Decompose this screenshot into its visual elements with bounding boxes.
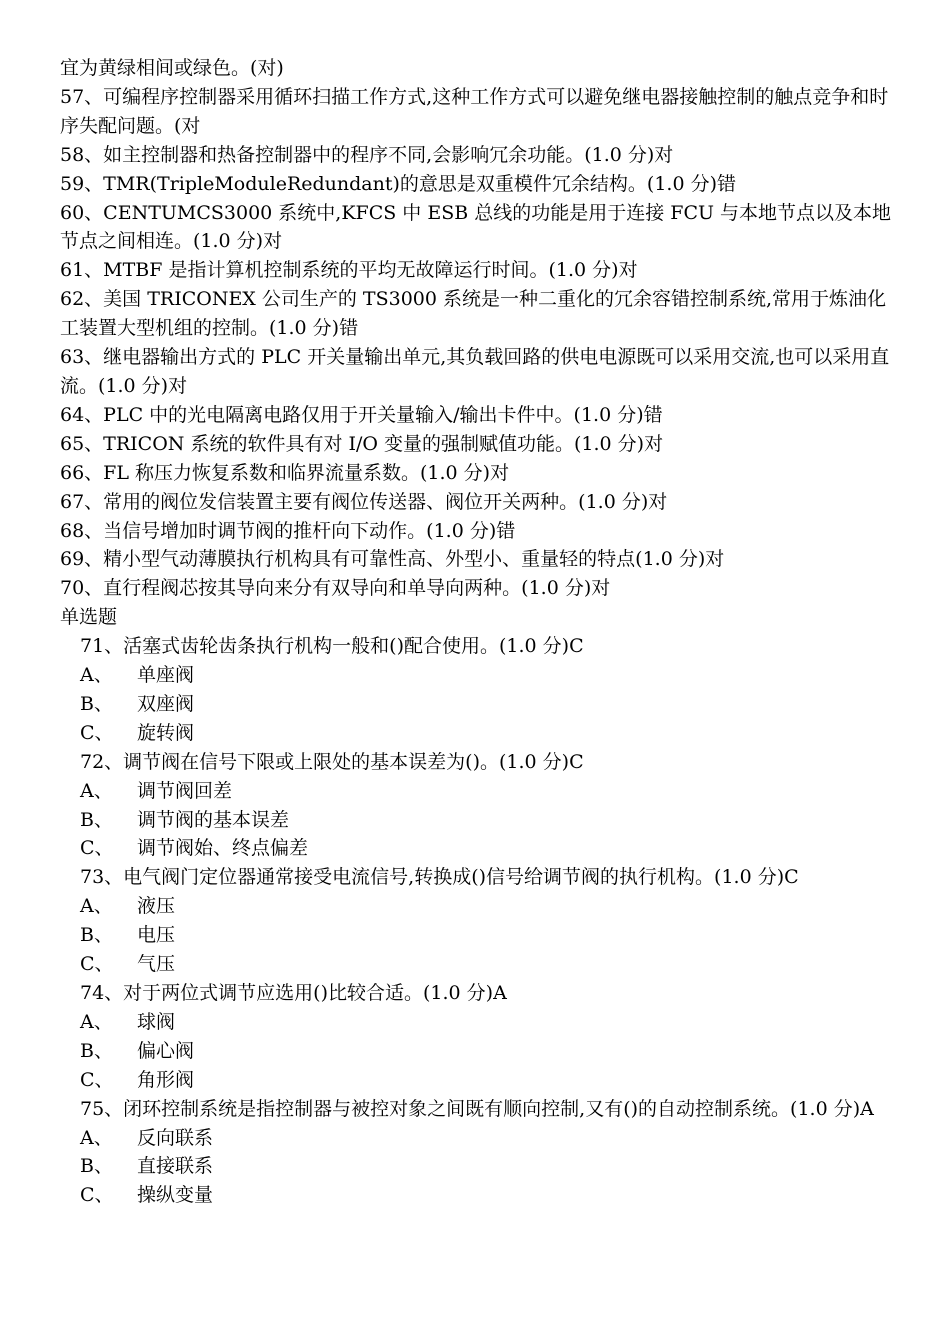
question-block (60, 632, 898, 748)
tf-item-57: 57、可编程序控制器采用循环扫描工作方式,这种工作方式可以避免继电器接触控制的触点竞争和时序失配问题。(对 (60, 85, 889, 137)
option-text: 反向联系 (137, 1126, 214, 1149)
tf-item-62: 62、美国 TRICONEX 公司生产的 TS3000 系统是一种二重化的冗余容错控制系统,常用于炼油化工装置大型机组的控制。(1.0 分)错 (60, 288, 887, 340)
tf-item-69: 69、精小型气动薄膜执行机构具有可靠性高、外型小、重量轻的特点(1.0 分)对 (60, 548, 725, 571)
single-choice-list (60, 632, 898, 1210)
option-text: 电压 (137, 924, 176, 947)
tf-item-61: 61、MTBF 是指计算机控制系统的平均无故障运行时间。(1.0 分)对 (60, 259, 638, 282)
option-b (60, 1037, 898, 1066)
option-text: 偏心阀 (137, 1039, 195, 1062)
option-text: 调节阀始、终点偏差 (137, 837, 309, 860)
option-c (60, 834, 898, 863)
question-text: 72、调节阀在信号下限或上限处的基本误差为()。(1.0 分)C (80, 750, 584, 773)
option-key: C、 (80, 721, 114, 744)
option-b (60, 690, 898, 719)
option-key: A、 (80, 1010, 113, 1033)
option-key: C、 (80, 1068, 114, 1091)
option-a (60, 661, 898, 690)
option-text: 直接联系 (137, 1155, 214, 1178)
option-key: B、 (80, 924, 113, 947)
option-key: B、 (80, 1155, 113, 1178)
option-c (60, 950, 898, 979)
option-b (60, 1152, 898, 1181)
option-text: 旋转阀 (137, 721, 195, 744)
tf-item-64: 64、PLC 中的光电隔离电路仅用于开关量输入/输出卡件中。(1.0 分)错 (60, 403, 663, 426)
option-c (60, 719, 898, 748)
question-text: 75、闭环控制系统是指控制器与被控对象之间既有顺向控制,又有()的自动控制系统。(1.0 分)A (80, 1097, 874, 1120)
option-text: 调节阀回差 (137, 779, 233, 802)
option-key: A、 (80, 664, 113, 687)
option-text: 调节阀的基本误差 (137, 808, 290, 831)
option-key: C、 (80, 837, 114, 860)
question-text: 73、电气阀门定位器通常接受电流信号,转换成()信号给调节阀的执行机构。(1.0 分)C (80, 866, 799, 889)
true-false-list (60, 54, 898, 603)
question-text: 71、活塞式齿轮齿条执行机构一般和()配合使用。(1.0 分)C (80, 635, 584, 658)
option-a (60, 1124, 898, 1153)
tf-item-68: 68、当信号增加时调节阀的推杆向下动作。(1.0 分)错 (60, 519, 516, 542)
option-text: 单座阀 (137, 664, 195, 687)
tf-item-65: 65、TRICON 系统的软件具有对 I/O 变量的强制赋值功能。(1.0 分)对 (60, 432, 664, 455)
option-key: A、 (80, 1126, 113, 1149)
option-key: A、 (80, 895, 113, 918)
tf-item-59: 59、TMR(TripleModuleRedundant)的意思是双重模件冗余结构。(1.0 分)错 (60, 172, 736, 195)
question-block (60, 979, 898, 1095)
question-text: 74、对于两位式调节应选用()比较合适。(1.0 分)A (80, 982, 507, 1004)
option-key: B、 (80, 1039, 113, 1062)
option-a (60, 1008, 898, 1037)
option-key: A、 (80, 779, 113, 802)
tf-item-58: 58、如主控制器和热备控制器中的程序不同,会影响冗余功能。(1.0 分)对 (60, 143, 674, 166)
tf-item-67: 67、常用的阀位发信装置主要有阀位传送器、阀位开关两种。(1.0 分)对 (60, 490, 668, 513)
option-text: 角形阀 (137, 1068, 195, 1091)
option-text: 操纵变量 (137, 1184, 214, 1207)
option-text: 液压 (137, 895, 176, 918)
question-block (60, 748, 898, 864)
option-b (60, 921, 898, 950)
option-key: C、 (80, 953, 114, 976)
option-text: 双座阀 (137, 692, 195, 715)
section-title: 单选题 (60, 606, 118, 629)
tf-item-70: 70、直行程阀芯按其导向来分有双导向和单导向两种。(1.0 分)对 (60, 577, 611, 600)
option-key: B、 (80, 808, 113, 831)
option-a (60, 777, 898, 806)
option-key: B、 (80, 692, 113, 715)
question-block (60, 1095, 898, 1211)
option-text: 球阀 (137, 1010, 176, 1033)
tf-item-63: 63、继电器输出方式的 PLC 开关量输出单元,其负载回路的供电电源既可以采用交流,也可以采用直流。(1.0 分)对 (60, 346, 890, 397)
option-c (60, 1181, 898, 1210)
option-a (60, 892, 898, 921)
option-b (60, 806, 898, 835)
option-text: 气压 (137, 953, 176, 976)
document-page (60, 54, 898, 1210)
tf-item-continued: 宜为黄绿相间或绿色。(对) (60, 57, 284, 79)
tf-item-66: 66、FL 称压力恢复系数和临界流量系数。(1.0 分)对 (60, 461, 510, 484)
question-block (60, 863, 898, 979)
option-key: C、 (80, 1184, 114, 1207)
tf-item-60: 60、CENTUMCS3000 系统中,KFCS 中 ESB 总线的功能是用于连接 FCU 与本地节点以及本地节点之间相连。(1.0 分)对 (60, 201, 892, 253)
option-c (60, 1066, 898, 1095)
